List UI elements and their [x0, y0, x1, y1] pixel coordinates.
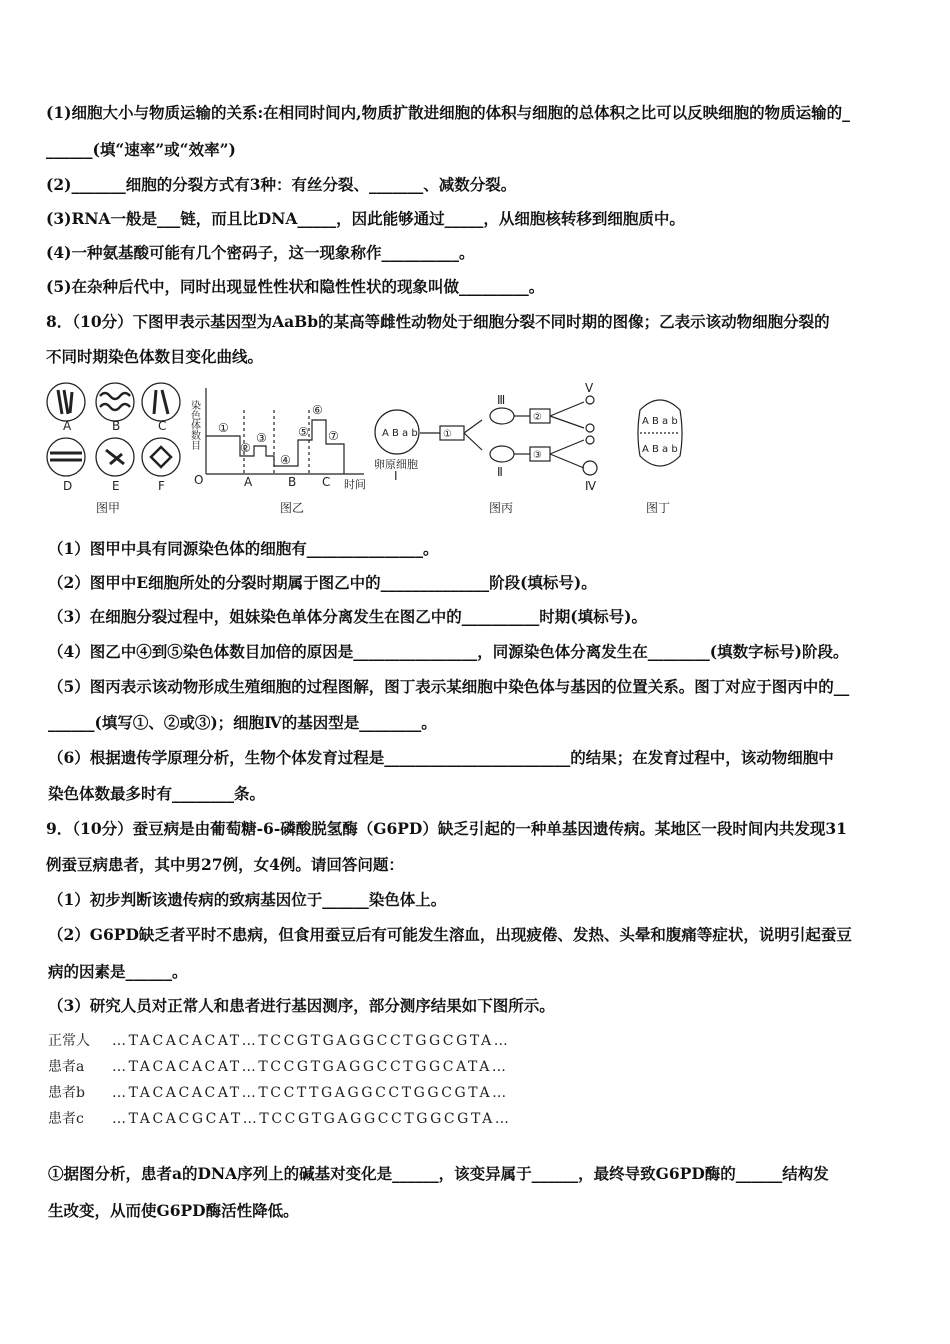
bing-roman-2: Ⅱ — [497, 465, 503, 479]
yi-xlabel: 时间 — [344, 478, 366, 491]
figure-jia-title: 图甲 — [96, 501, 121, 515]
q8-sub-2: （2）图甲中E细胞所处的分裂时期属于图乙中的______________阶段(填标号)。 — [48, 573, 597, 592]
bing-roman-5: Ⅴ — [585, 381, 594, 395]
q8-sub-5b: ______(填写①、②或③)；细胞Ⅳ的基因型是________。 — [48, 713, 437, 732]
yi-stage-6: ⑥ — [312, 403, 323, 417]
figure-ding-title: 图丁 — [646, 501, 671, 515]
cell-label-f: F — [158, 479, 165, 493]
sequence-text: …TACACACAT…TCCGTGAGGCCTGGCATA… — [112, 1059, 509, 1075]
sequence-text: …TACACACAT…TCCTTGAGGCCTGGCGTA… — [112, 1085, 509, 1101]
sequence-row-normal — [48, 1030, 510, 1050]
bing-roman-1: Ⅰ — [394, 469, 398, 483]
q9-sub-3: （3）研究人员对正常人和患者进行基因测序，部分测序结果如下图所示。 — [48, 996, 555, 1015]
question-9-stem-1: 9．（10分）蚕豆病是由葡萄糖-6-磷酸脱氢酶（G6PD）缺乏引起的一种单基因遗传病。某地区一段时间内共发现31 — [46, 819, 847, 838]
sequence-row-patient-a — [48, 1056, 509, 1076]
q8-sub-3: （3）在细胞分裂过程中，姐妹染色单体分离发生在图乙中的__________时期(填标号)。 — [48, 607, 647, 626]
bing-start: 卵原细胞 — [374, 458, 418, 471]
text-line-2: ______(填“速率”或“效率”) — [46, 140, 236, 159]
figure-yi-title: 图乙 — [280, 501, 305, 515]
bing-genes: A B a b — [382, 428, 418, 439]
text-line-1: (1)细胞大小与物质运输的关系:在相同时间内,物质扩散进细胞的体积与细胞的总体积之比可以反映细胞的物质运输的_ — [46, 103, 850, 122]
q9-sub-1: （1）初步判断该遗传病的致病基因位于______染色体上。 — [48, 890, 447, 909]
yi-stage-c: C — [322, 475, 331, 489]
yi-stage-4: ④ — [280, 453, 291, 467]
q8-sub-1: （1）图甲中具有同源染色体的细胞有_______________。 — [48, 539, 439, 558]
yi-stage-1: ① — [218, 421, 229, 435]
sequence-row-patient-c — [48, 1108, 511, 1128]
cell-label-b: B — [112, 419, 121, 433]
bing-step-2: ② — [533, 412, 542, 423]
bing-roman-3: Ⅲ — [497, 393, 506, 407]
q8-sub-5a: （5）图丙表示该动物形成生殖细胞的过程图解，图丁表示某细胞中染色体与基因的位置关系。图丁对应于图丙中的__ — [48, 677, 850, 696]
figure-ding — [638, 400, 682, 466]
sequence-label: 患者b — [48, 1085, 85, 1101]
q8-sub-6a: （6）根据遗传学原理分析，生物个体发育过程是________________________的结果；在发育过程中，该动物细胞中 — [48, 748, 834, 767]
q9-sub-2a: （2）G6PD缺乏者平时不患病，但食用蚕豆后有可能发生溶血，出现疲倦、发热、头晕和腹痛等症状，说明引起蚕豆 — [48, 925, 852, 944]
sequence-label: 患者c — [48, 1111, 84, 1127]
ding-genes-bottom: A B a b — [642, 444, 678, 455]
yi-stage-5: ⑤ — [298, 425, 309, 439]
bing-roman-4: Ⅳ — [585, 479, 597, 493]
yi-stage-b: B — [288, 475, 297, 489]
question-8-stem-1: 8．（10分）下图甲表示基因型为AaBb的某高等雌性动物处于细胞分裂不同时期的图像；乙表示该动物细胞分裂的 — [46, 312, 830, 331]
q9-tail-2: 生改变，从而使G6PD酶活性降低。 — [48, 1201, 299, 1220]
cell-label-c: C — [158, 419, 167, 433]
text-line-3: (2)_______细胞的分裂方式有3种：有丝分裂、_______、减数分裂。 — [46, 175, 517, 194]
sequence-text: …TACACACAT…TCCGTGAGGCCTGGCGTA… — [112, 1033, 511, 1049]
ding-genes-top: A B a b — [642, 416, 678, 427]
sequence-label: 正常人 — [48, 1033, 90, 1049]
question-8-stem-2: 不同时期染色体数目变化曲线。 — [46, 347, 264, 366]
q8-sub-4: （4）图乙中④到⑤染色体数目加倍的原因是________________，同源染色体分离发生在________(填数字标号)阶段。 — [48, 642, 849, 661]
cell-label-e: E — [112, 479, 120, 493]
text-line-5: (4)一种氨基酸可能有几个密码子，这一现象称作__________。 — [46, 243, 475, 262]
question-8-figures — [44, 380, 724, 520]
question-9-stem-2: 例蚕豆病患者，其中男27例，女4例。请回答问题： — [46, 855, 404, 874]
q9-sub-2b: 病的因素是______。 — [48, 962, 188, 981]
figure-bing-title: 图丙 — [489, 501, 514, 515]
sequence-row-patient-b — [48, 1082, 509, 1102]
yi-stage-3: ③ — [256, 431, 267, 445]
text-line-4: (3)RNA一般是___链，而且比DNA_____，因此能够通过_____，从细胞核转移到细胞质中。 — [46, 209, 685, 228]
sequence-label: 患者a — [48, 1059, 85, 1075]
bing-step-3: ③ — [533, 450, 542, 461]
yi-stage-a: A — [244, 475, 253, 489]
yi-ylabel: 染色体数目 — [188, 400, 200, 450]
yi-stage-7: ⑦ — [328, 429, 339, 443]
text-line-6: (5)在杂种后代中，同时出现显性性状和隐性性状的现象叫做_________。 — [46, 277, 545, 296]
q9-tail-1: ①据图分析，患者a的DNA序列上的碱基对变化是______，该变异属于______，最终导致G6PD酶的______结构发 — [48, 1164, 829, 1183]
bing-step-1: ① — [443, 429, 452, 440]
q8-sub-6b: 染色体数最多时有________条。 — [48, 784, 266, 803]
yi-stage-2: ② — [240, 441, 251, 455]
cell-label-d: D — [63, 479, 73, 493]
sequence-text: …TACACGCAT…TCCGTGAGGCCTGGCGTA… — [112, 1111, 512, 1127]
yi-origin: O — [194, 473, 204, 487]
cell-label-a: A — [63, 419, 72, 433]
